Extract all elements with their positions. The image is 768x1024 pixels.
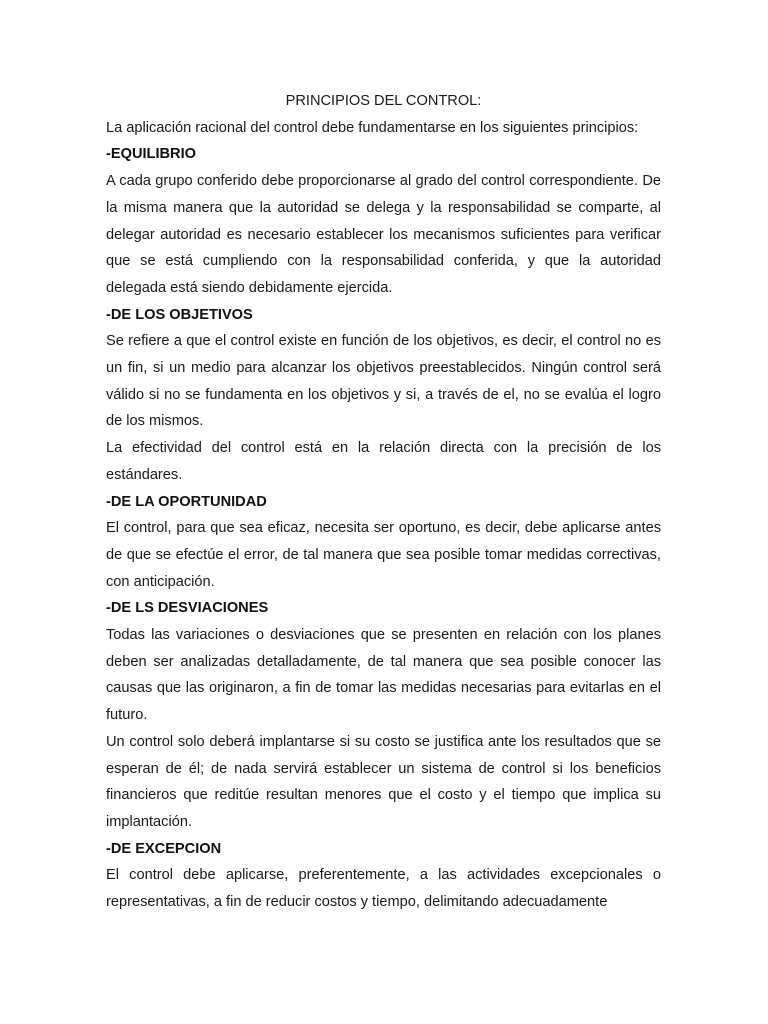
section-excepcion: [106, 836, 661, 916]
section-paragraph: La efectividad del control está en la relación directa con la precisión de los estándares.: [106, 440, 661, 483]
section-paragraph: Todas las variaciones o desviaciones que se presenten en relación con los planes deben ser analizadas detalladamente, de tal manera que sea posible conocer las causas que las originaron, a fin de tomar las medidas necesarias para evitarlas en el futuro.: [106, 627, 661, 724]
section-equilibrio: [106, 141, 661, 301]
section-heading: -DE LA OPORTUNIDAD: [106, 493, 267, 510]
section-heading: -DE LOS OBJETIVOS: [106, 306, 253, 323]
document-body: [106, 88, 661, 916]
document-title: PRINCIPIOS DEL CONTROL:: [285, 93, 482, 109]
section-paragraph: El control, para que sea eficaz, necesita ser oportuno, es decir, debe aplicarse antes de que se efectúe el error, de tal manera que sea posible tomar medidas correctivas, con anticipación.: [106, 520, 661, 590]
section-oportunidad: [106, 489, 661, 596]
section-paragraph: Se refiere a que el control existe en función de los objetivos, es decir, el control no es un fin, si un medio para alcanzar los objetivos preestablecidos. Ningún control será válido si no se fundamenta en los objetivos y si, a través de el, no se evalúa el logro de los mismos.: [106, 333, 661, 430]
section-paragraph: El control debe aplicarse, preferentemente, a las actividades excepcionales o representativas, a fin de reducir costos y tiempo, delimitando adecuadamente: [106, 867, 661, 911]
section-heading: -EQUILIBRIO: [106, 146, 196, 163]
section-heading: -DE LS DESVIACIONES: [106, 600, 269, 617]
section-objetivos: [106, 302, 661, 489]
section-desviaciones: [106, 595, 661, 835]
section-paragraph: Un control solo deberá implantarse si su costo se justifica ante los resultados que se esperan de él; de nada servirá establecer un sistema de control si los beneficios financieros que reditúe resultan menores que el costo y el tiempo que implica su implantación.: [106, 733, 661, 830]
section-paragraph: A cada grupo conferido debe proporcionarse al grado del control correspondiente. De la misma manera que la autoridad se delega y la responsabilidad se comparte, al delegar autoridad es necesario establecer los mecanismos suficientes para verificar que se está cumpliendo con la responsabilidad conferida, y que la autoridad delegada está siendo debidamente ejercida.: [106, 173, 661, 296]
section-heading: -DE EXCEPCION: [106, 840, 222, 857]
intro-paragraph: La aplicación racional del control debe fundamentarse en los siguientes principios:: [106, 119, 639, 136]
